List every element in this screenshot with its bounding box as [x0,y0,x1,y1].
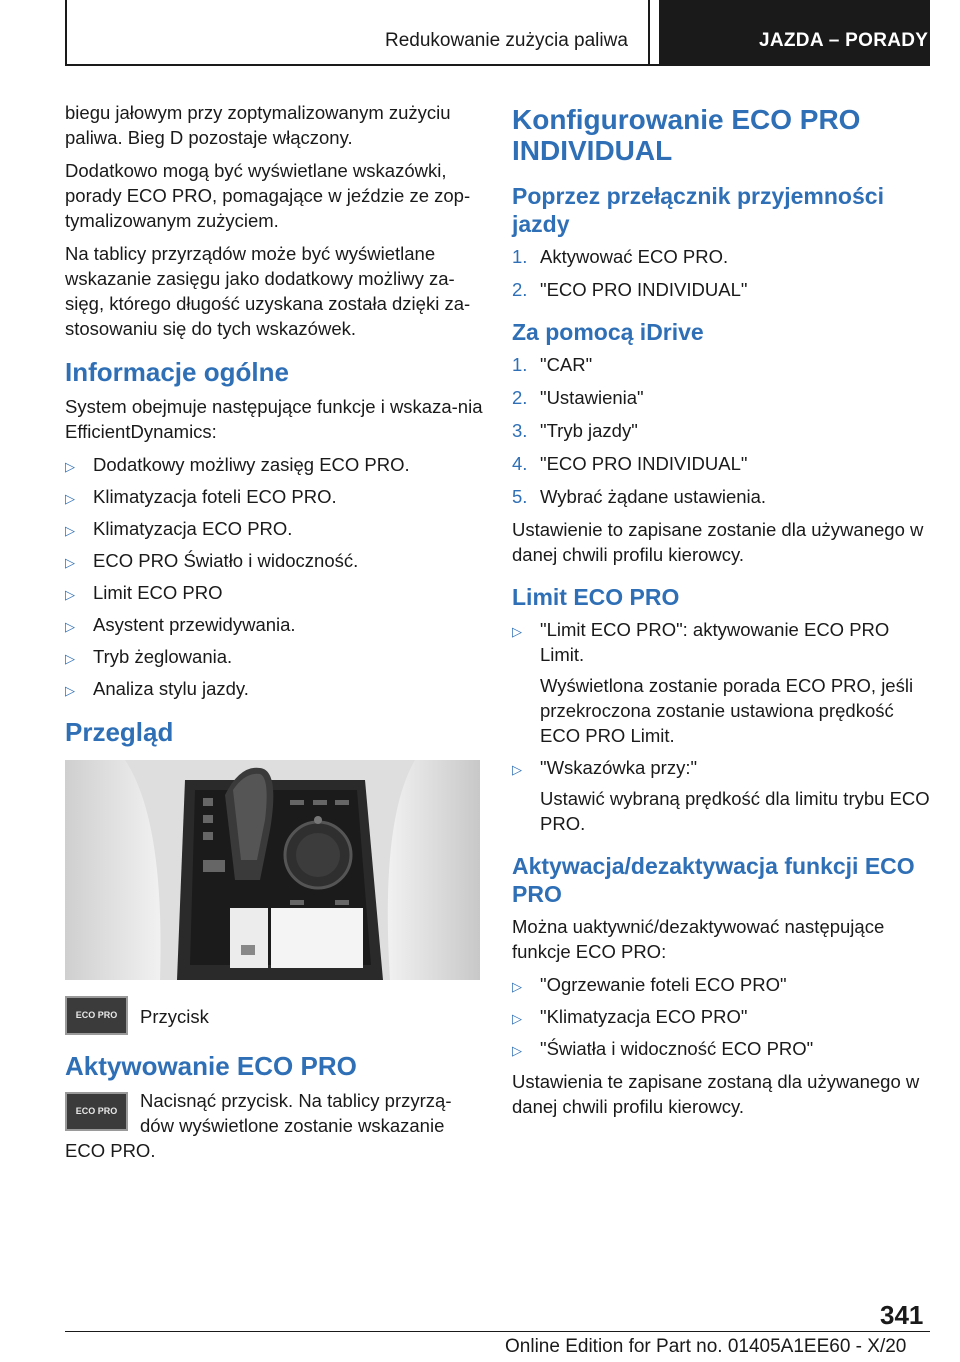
button-caption: Przycisk [140,1006,209,1027]
list-item: ▷ "Limit ECO PRO": aktywowanie ECO PRO Limit. Wyświetlona zostanie porada ECO PRO, jeśli przekroczona zostanie ustawiona prędkość ECO PRO Limit. [512,617,932,748]
paragraph-functions-intro: System obejmuje następujące funkcje i wskaza-nia EfficientDynamics: [65,396,483,442]
console-drawing [65,760,480,980]
switch-steps [512,244,932,302]
list-item: 2. "Ustawienia" [512,387,644,408]
triangle-bullet-icon: ▷ [65,523,75,538]
list-item: ▷ "Klimatyzacja ECO PRO" [512,1004,932,1029]
list-item: 1. "CAR" [512,354,593,375]
header-rule [65,64,930,66]
triangle-bullet-icon: ▷ [65,651,75,666]
list-item: ▷ "Wskazówka przy:" Ustawić wybraną prędkość dla limitu trybu ECO PRO. [512,755,932,836]
activate-instructions [65,1088,485,1163]
heading-toggle: Aktywacja/dezaktywacja funkcji ECO PRO [512,853,915,907]
triangle-bullet-icon: ▷ [65,619,75,634]
header-divider-left [65,0,67,66]
list-item: ▷ ECO PRO Światło i widoczność. [65,548,485,573]
triangle-bullet-icon: ▷ [65,555,75,570]
eco-pro-button-legend [65,996,485,1035]
triangle-bullet-icon: ▷ [65,683,75,698]
list-item-detail: Ustawić wybraną prędkość dla limitu trybu ECO PRO. [540,788,930,834]
center-console-illustration [65,760,480,980]
list-item: ▷ Klimatyzacja ECO PRO. [65,516,485,541]
triangle-bullet-icon: ▷ [65,587,75,602]
triangle-bullet-icon: ▷ [512,979,522,994]
triangle-bullet-icon: ▷ [512,1043,522,1058]
list-item: ▷ Asystent przewidywania. [65,612,485,637]
paragraph-toggle: Można uaktywnić/dezaktywować następujące funkcje ECO PRO: [512,916,885,962]
list-item: ▷ Tryb żeglowania. [65,644,485,669]
idrive-steps [512,352,932,509]
heading-general-info: Informacje ogólne [65,357,289,387]
paragraph-saved: Ustawienie to zapisane zostanie dla używanego w danej chwili profilu kierowcy. [512,519,924,565]
page-header [0,0,960,66]
list-item: 1. Aktywować ECO PRO. [512,246,729,267]
chapter-tab [659,0,930,64]
right-column [512,100,932,1127]
toggle-list [512,972,932,1061]
heading-limit: Limit ECO PRO [512,584,680,610]
paragraph-activate: Nacisnąć przycisk. Na tablicy przyrzą-dów wyświetlone zostanie wskazanie ECO PRO. [65,1090,452,1161]
paragraph-range: Na tablicy przyrządów może być wyświetlane wskazanie zasięgu jako dodatkowy możliwy za-sięg, którego długość uzyskana została dzięki za-stosowaniu się do tych wskazówek. [65,243,471,339]
list-item-detail: Wyświetlona zostanie porada ECO PRO, jeśli przekroczona zostanie ustawiona prędkość ECO PRO Limit. [540,675,914,746]
page-number: 341 [880,1300,924,1330]
left-column [65,100,485,1171]
list-item: ▷ Klimatyzacja foteli ECO PRO. [65,484,485,509]
section-title: Redukowanie zużycia paliwa [385,30,628,51]
heading-activate: Aktywowanie ECO PRO [65,1051,357,1081]
list-item: 2. "ECO PRO INDIVIDUAL" [512,279,748,300]
chapter-title: JAZDA – PORADY [759,30,929,51]
list-item: ▷ Limit ECO PRO [65,580,485,605]
triangle-bullet-icon: ▷ [512,1011,522,1026]
paragraph-tips: Dodatkowo mogą być wyświetlane wskazówki, porady ECO PRO, pomagające w jeździe ze zop-tymalizowanym zużyciem. [65,160,471,231]
edition-note: Online Edition for Part no. 01405A1EE60 - X/20 [505,1336,907,1357]
eco-pro-button-icon: ECO PRO [65,1092,128,1131]
functions-list [65,452,485,701]
heading-overview: Przegląd [65,717,174,747]
triangle-bullet-icon: ▷ [512,762,522,777]
heading-switch: Poprzez przełącznik przyjemności jazdy [512,183,884,237]
heading-idrive: Za pomocą iDrive [512,319,704,345]
paragraph-idle: biegu jałowym przy zoptymalizowanym zużyciu paliwa. Bieg D pozostaje włączony. [65,102,451,148]
limit-list [512,617,932,836]
paragraph-saved-2: Ustawienia te zapisane zostaną dla używanego w danej chwili profilu kierowcy. [512,1071,920,1117]
list-item: ▷ "Ogrzewanie foteli ECO PRO" [512,972,932,997]
list-item: 4. "ECO PRO INDIVIDUAL" [512,453,748,474]
list-item: 5. Wybrać żądane ustawienia. [512,486,767,507]
eco-pro-button-icon: ECO PRO [65,996,128,1035]
list-item: ▷ Dodatkowy możliwy zasięg ECO PRO. [65,452,485,477]
triangle-bullet-icon: ▷ [65,491,75,506]
triangle-bullet-icon: ▷ [65,459,75,474]
triangle-bullet-icon: ▷ [512,624,522,639]
header-divider-middle [648,0,650,66]
heading-configure: Konfigurowanie ECO PRO INDIVIDUAL [512,104,861,166]
footer-rule [65,1331,930,1332]
list-item: ▷ "Światła i widoczność ECO PRO" [512,1036,932,1061]
list-item: ▷ Analiza stylu jazdy. [65,676,485,701]
list-item: 3. "Tryb jazdy" [512,420,638,441]
